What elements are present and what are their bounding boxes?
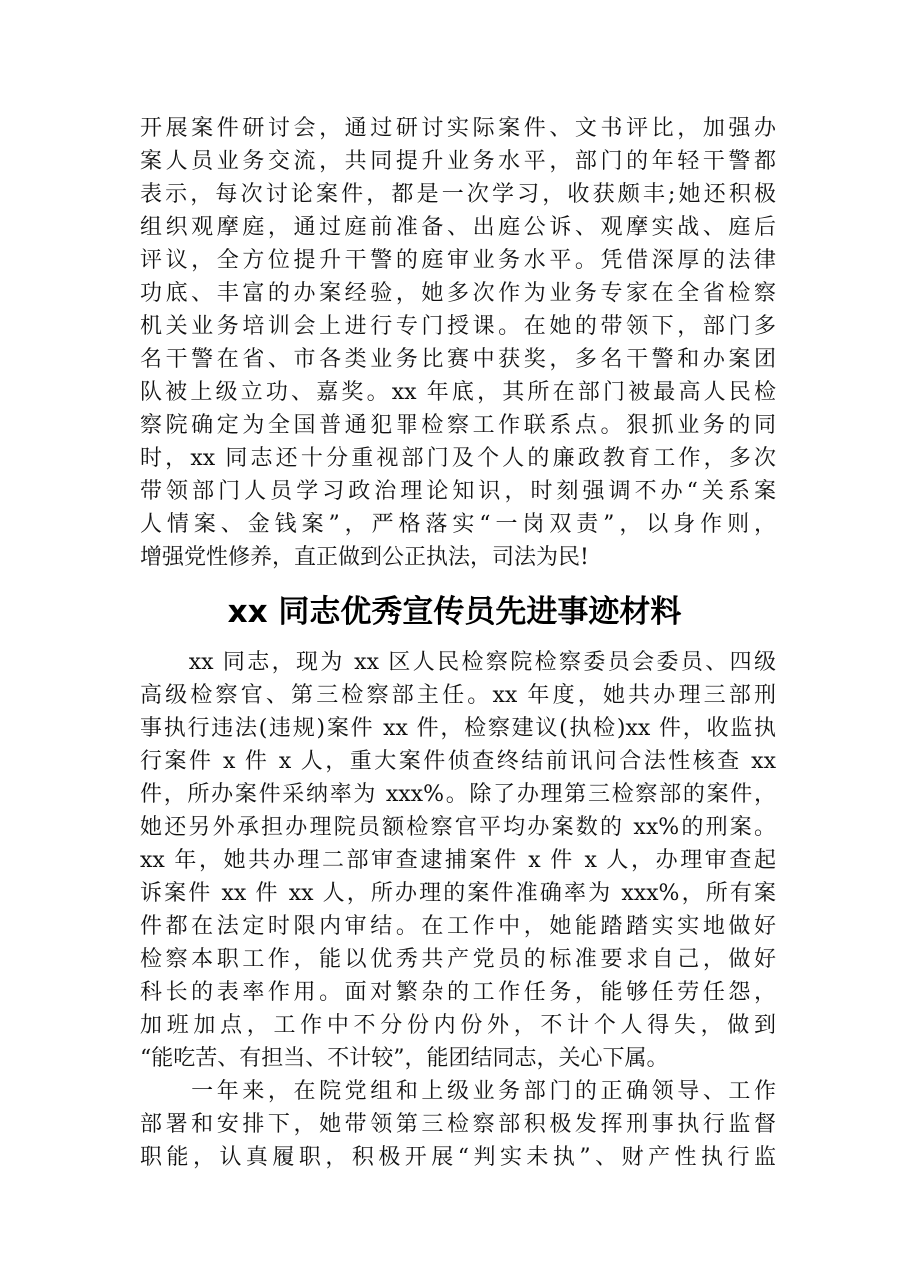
body-paragraphs (140, 646, 776, 1174)
text-line: 职能，认真履职，积极开展“判实未执”、财产性执行监 (140, 1145, 776, 1170)
text-line: xx 同志，现为 xx 区人民检察院检察委员会委员、四级 (140, 650, 776, 675)
text-line: 一年来，在院党组和上级业务部门的正确领导、工作 (140, 1079, 776, 1104)
text-line: 高级检察官、第三检察部主任。xx 年度，她共办理三部刑 (140, 683, 776, 708)
text-line: 察院确定为全国普通犯罪检察工作联系点。狠抓业务的同 (140, 413, 776, 438)
text-line: 机关业务培训会上进行专门授课。在她的带领下，部门多 (140, 314, 776, 339)
text-line: 加班加点，工作中不分份内份外，不计个人得失，做到 (140, 1013, 776, 1038)
text-line: 开展案件研讨会，通过研讨实际案件、文书评比，加强办 (140, 116, 776, 141)
text-line: 科长的表率作用。面对繁杂的工作任务，能够任劳任怨， (140, 980, 776, 1005)
text-line: 案人员业务交流，共同提升业务水平，部门的年轻干警都 (140, 149, 776, 174)
text-line: “能吃苦、有担当、不计较”，能团结同志，关心下属。 (140, 1046, 669, 1071)
text-line: 事执行违法(违规)案件 xx 件，检察建议(执检)xx 件，收监执 (140, 716, 776, 741)
text-line: 表示，每次讨论案件，都是一次学习，收获颇丰;她还积极 (140, 182, 776, 207)
text-line: 组织观摩庭，通过庭前准备、出庭公诉、观摩实战、庭后 (140, 215, 776, 240)
text-line: xx 年，她共办理二部审查逮捕案件 x 件 x 人，办理审查起 (140, 848, 776, 873)
text-line: 带领部门人员学习政治理论知识，时刻强调不办“关系案 (140, 479, 776, 504)
text-line: 她还另外承担办理院员额检察官平均办案数的 xx%的刑案。 (140, 815, 776, 840)
intro-paragraph (140, 112, 776, 574)
text-line: 检察本职工作，能以优秀共产党员的标准要求自己，做好 (140, 947, 776, 972)
text-line: 行案件 x 件 x 人，重大案件侦查终结前讯问合法性核查 xx (140, 749, 776, 774)
document-title: xx 同志优秀宣传员先进事迹材料 (227, 594, 682, 630)
text-line: 增强党性修养，直正做到公正执法，司法为民! (140, 545, 589, 570)
text-line: 人情案、金钱案”，严格落实“一岗双责”，以身作则， (140, 512, 776, 537)
text-line: 评议，全方位提升干警的庭审业务水平。凭借深厚的法律 (140, 248, 776, 273)
text-line: 件，所办案件采纳率为 xxx%。除了办理第三检察部的案件， (140, 782, 776, 807)
text-line: 部署和安排下，她带领第三检察部积极发挥刑事执行监督 (140, 1112, 776, 1137)
text-line: 件都在法定时限内审结。在工作中，她能踏踏实实地做好 (140, 914, 776, 939)
text-line: 诉案件 xx 件 xx 人，所办理的案件准确率为 xxx%，所有案 (140, 881, 776, 906)
text-line: 队被上级立功、嘉奖。xx 年底，其所在部门被最高人民检 (140, 380, 776, 405)
text-line: 时，xx 同志还十分重视部门及个人的廉政教育工作，多次 (140, 446, 776, 471)
text-line: 名干警在省、市各类业务比赛中获奖，多名干警和办案团 (140, 347, 776, 372)
text-line: 功底、丰富的办案经验，她多次作为业务专家在全省检察 (140, 281, 776, 306)
